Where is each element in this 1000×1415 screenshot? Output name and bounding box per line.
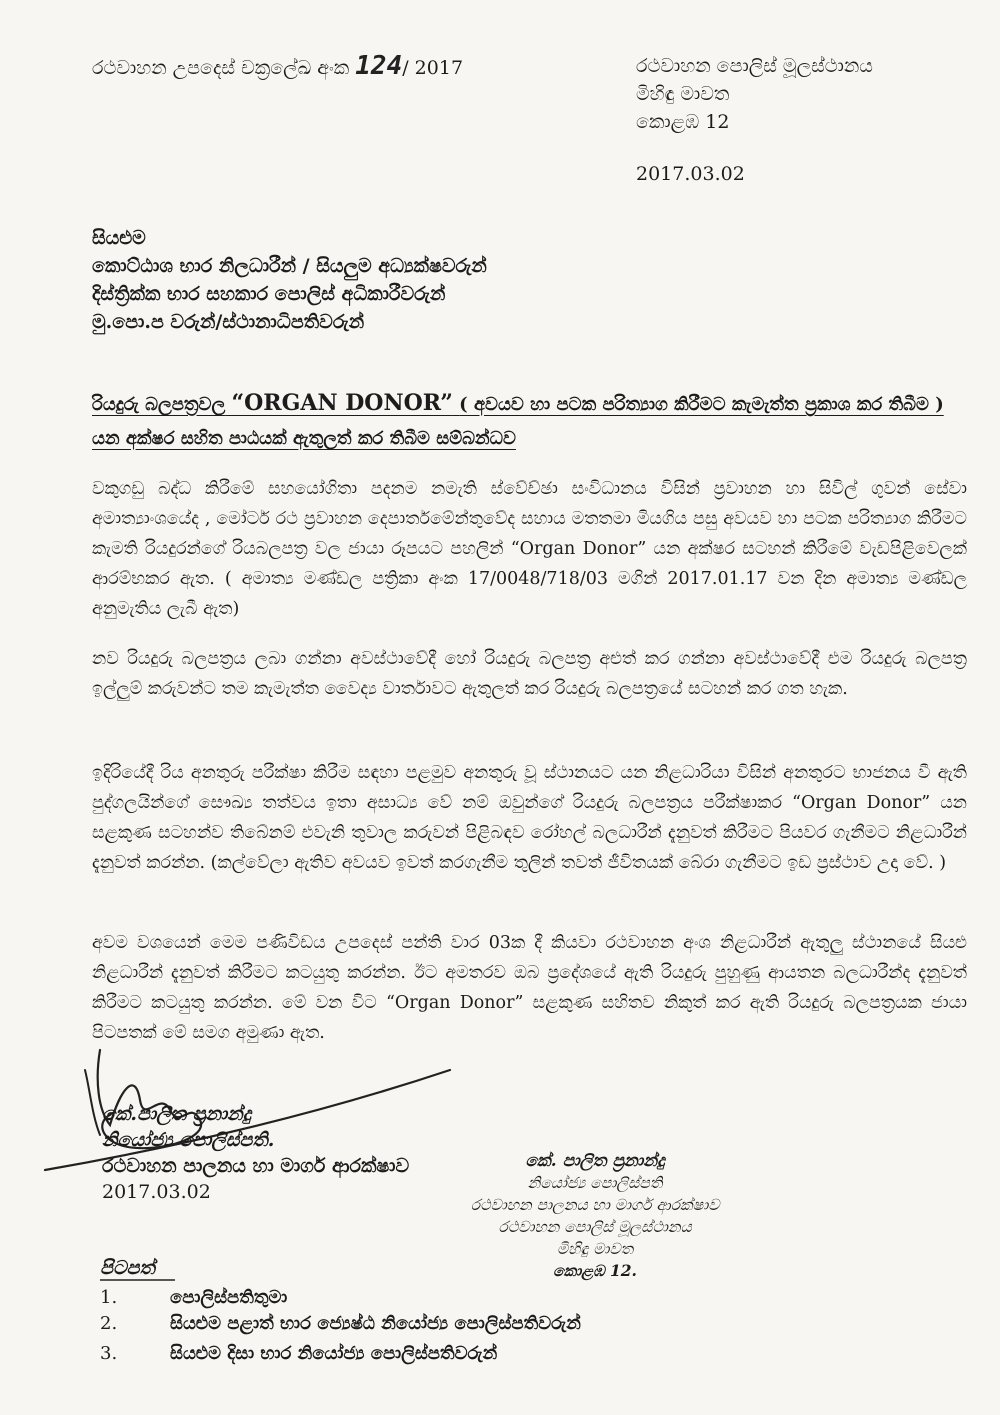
stamp-office: රථවාහන පොලිස් මූලස්ථානය	[498, 1218, 692, 1236]
copy-recipient: සියළුම පළාත් භාර ජ්‍යෙෂ්ඨ නියෝජ්‍ය පොලිස්පතිවරුන්	[170, 1313, 581, 1334]
office-city: කොළඹ 12	[636, 111, 730, 133]
circular-prefix: රථවාහන උපදෙස් චක්‍රලේඛ අංක	[92, 57, 350, 79]
stamp-name: කේ. පාලිත ප්‍රනාන්දු	[525, 1151, 665, 1171]
copy-list-item	[100, 1312, 581, 1336]
body-paragraph-1: වකුගඩු බද්ධ කිරීමේ සහයෝගිතා පදනම නමැති ස්වේච්ඡා සංවිධානය විසින් ප්‍රවාහන හා සිවිල් ගුවන් සේවා අමාත්‍යාංශයේද , මෝටර් රථ ප්‍රවාහන දෙපාර්තමේන්තුවේද සහාය මතතමා මියගිය පසු අවයව හා පටක පරිත්‍යාග කිරීමට කැමති රියදුරන්ගේ රියබලපත්‍ර වල ජායා රූපයට පහලින් “Organ Donor” යන අක්ෂර සටහන් කිරීමේ වැඩපිළිවෙලක් ආරම්භකර ඇත. ( අමාත්‍ය මණ්ඩල පත්‍රිකා අංක 17/0048/718/03 මගින් 2017.01.17 වන දින අමාත්‍ය මණ්ඩල අනුමැතිය ලැබී ඇත)	[92, 479, 967, 619]
signatory-division: රථවාහන පාලනය හා මාර්ග ආරක්ෂාව	[102, 1155, 410, 1177]
body-paragraph-2: නව රියදුරු බලපත්‍රය ලබා ගන්නා අවස්ථාවේදී හෝ රියදුරු බලපත්‍ර අළුත් කර ගන්නා අවස්ථාවේදී එම රියදුරු බලපත්‍ර ඉල්ලුම් කරුවන්ට තම කැමැත්ත වෛද්‍ය වාර්තාවට ඇතුලත් කර රියදුරු බලපත්‍රයේ සටහන් කර ගත හැක.	[92, 649, 967, 699]
official-stamp	[430, 1150, 760, 1282]
recipient-line: දිස්ත්‍රික්ක භාර සහකාර පොලිස් අධිකාරීවරුන්	[92, 283, 446, 305]
signature-date: 2017.03.02	[102, 1181, 211, 1203]
subject-part2: ( අවයව හා පටක පරිත්‍යාග කිරීමට කැමැත්ත ප්‍රකාශ කර තිබීම ) යන අක්ෂර සහිත පාඨයක් ඇතුලත් කර තිබීම සම්බන්ධව	[92, 394, 944, 449]
stamp-city: කොළඹ 12.	[553, 1261, 637, 1280]
copy-number: 3.	[100, 1343, 118, 1364]
office-name: රථවාහන පොලිස් මූලස්ථානය	[636, 55, 873, 77]
circular-year: / 2017	[402, 57, 464, 79]
recipient-line: කොට්ඨාශ භාර නිලධාරීන් / සියලුම අධ්‍යක්ෂවරුන්	[92, 255, 487, 277]
copy-number: 2.	[100, 1313, 118, 1334]
signatory-name: කේ.පාලිත ප්‍රනාන්දු	[102, 1103, 252, 1125]
recipient-line: මු.පො.ප වරුන්/ස්ථානාධිපතිවරුන්	[92, 311, 365, 333]
copy-list-item	[100, 1286, 287, 1310]
copies-heading: පිටපත්	[100, 1257, 155, 1279]
stamp-title: නියෝජ්‍ය පොලිස්පති	[527, 1174, 663, 1192]
office-street: මිහිඳු මාවත	[636, 83, 730, 105]
stamp-division: රථවාහන පාලනය හා මාර්ග ආරක්ෂාව	[470, 1196, 720, 1214]
subject-heading	[92, 386, 967, 456]
copy-number: 1.	[100, 1287, 118, 1308]
recipient-line: සියළුම	[92, 227, 146, 249]
copy-list-item	[100, 1342, 497, 1366]
copy-recipient: සියළුම දිසා භාර නියෝජ්‍ය පොලිස්පතිවරුන්	[170, 1343, 498, 1364]
copies-heading-underline	[100, 1276, 180, 1284]
letter-date: 2017.03.02	[636, 163, 745, 185]
circular-number-handwritten: 124	[355, 51, 403, 81]
copy-recipient: පොලිස්පතිතුමා	[170, 1287, 288, 1308]
body-paragraph-3: ඉදිරියේදී රිය අනතුරු පරීක්ෂා කිරීම සඳහා පළමුව අනතුරු වූ ස්ථානයට යන නිළධාරියා විසින් අනතුරට භාජනය වී ඇති පුද්ගලයින්ගේ සෞඛ්‍ය තත්වය ඉතා අසාධ්‍ය වේ නම් ඔවුන්ගේ රියදුරු බලපත්‍රය පරීක්ෂාකර “Organ Donor” යන සළකුණ සටහන්ව තිබේනම් එවැනි තුවාල කරුවන් පිළිබඳව රෝහල් බලධාරීන් දැනුවත් කිරීමට පියවර ගැනීමට නිළධාරීන් දැනුවත් කරන්න. (කල්වේලා ඇතිව අවයව ඉවත් කරගැනීම තුලින් තවත් ජීවිතයක් බේරා ගැනීමට ඉඩ ප්‍රස්ථාව උදා වේ. )	[92, 763, 967, 873]
subject-highlight: “ORGAN DONOR”	[231, 390, 453, 416]
circular-reference	[92, 51, 464, 81]
stamp-street: මිහිඳු මාවත	[556, 1240, 634, 1258]
signatory-title: නියෝජ්‍ය පොලිස්පති.	[102, 1129, 275, 1151]
subject-part1: රියදුරු බලපත්‍රවල	[92, 394, 226, 415]
body-paragraph-4: අවම වශයෙන් මෙම පණිවිඩය උපදෙස් පන්ති වාර 03ක දී කියවා රථවාහන අංශ නිළධාරීන් ඇතුලු ස්ථානයේ සියළු නිළධාරීන් දැනුවත් කිරීමට කටයුතු කරන්න. ඊට අමතරව ඔබ ප්‍රදේශයේ ඇති රියදුරු පුහුණු ආයතන බලධාරීන්ද දැනුවත් කිරීමට කටයුතු කරන්න. මේ වන විට “Organ Donor” සළකුණ සහිතව නිකුත් කර ඇති රියදුරු බලපත්‍රයක ජායා පිටපතක් මේ සමග අමුණා ඇත.	[92, 933, 967, 1043]
